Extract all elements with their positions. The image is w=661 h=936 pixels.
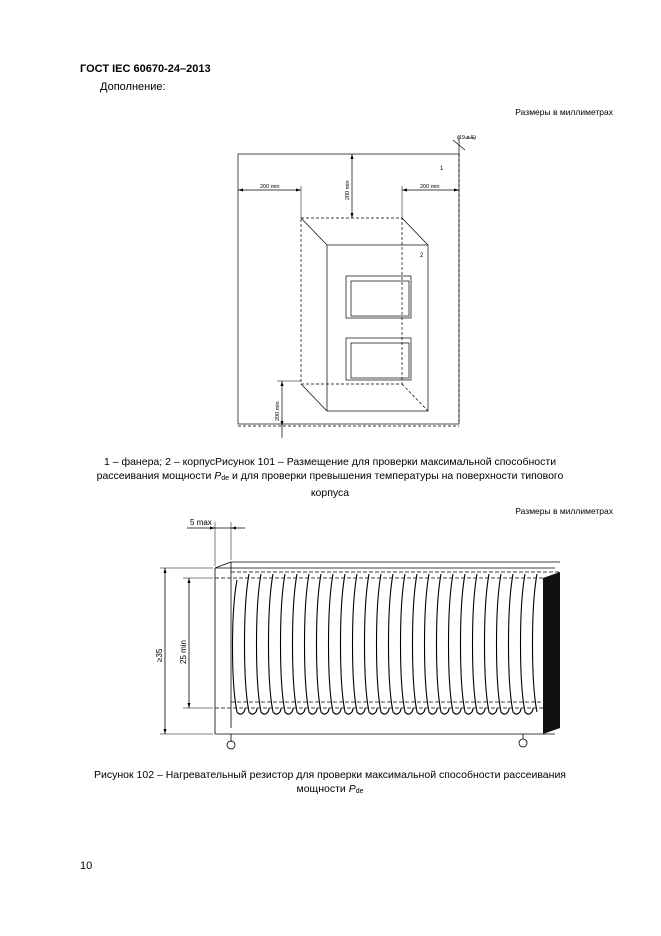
dim-35-label: ≥35 bbox=[155, 648, 164, 662]
dim-right-label: 200 min bbox=[420, 184, 440, 190]
offset-label: (19 ± 5) bbox=[457, 135, 476, 141]
fig101-caption: 1 – фанера; 2 – корпусРисунок 101 – Размещение для проверки максимальной способности рассеивания мощности $P_{de}$ и для проверки превышения температуры на поверхности типового корпуса bbox=[96, 456, 564, 499]
resistor-end-cap bbox=[543, 572, 560, 734]
dim-25min-label: 25 min bbox=[179, 639, 188, 664]
fig101-drawing bbox=[225, 128, 485, 448]
dim-top-label: 200 min bbox=[345, 180, 351, 200]
dim-bottom-label: 200 min bbox=[275, 401, 281, 421]
resistor-coils bbox=[233, 574, 538, 714]
dim-left-label: 200 min bbox=[260, 184, 280, 190]
fig102-units-note: Размеры в миллиметрах bbox=[515, 506, 613, 516]
addendum-label: Дополнение: bbox=[100, 81, 166, 93]
standard-header: ГОСТ IEC 60670-24–2013 bbox=[80, 63, 211, 75]
fig101-units-note: Размеры в миллиметрах bbox=[515, 107, 613, 117]
enclosure-number: 2 bbox=[420, 253, 424, 259]
dim-5max-label: 5 max bbox=[190, 518, 212, 527]
plywood-number: 1 bbox=[440, 166, 444, 172]
fig102-drawing bbox=[145, 512, 570, 757]
enclosure-back bbox=[301, 218, 402, 384]
page-number: 10 bbox=[80, 860, 93, 872]
fig102-caption: Рисунок 102 – Нагревательный резистор для проверки максимальной способности рассеивания мощности $P_{de}$ bbox=[94, 769, 566, 795]
enclosure-front bbox=[327, 245, 428, 411]
